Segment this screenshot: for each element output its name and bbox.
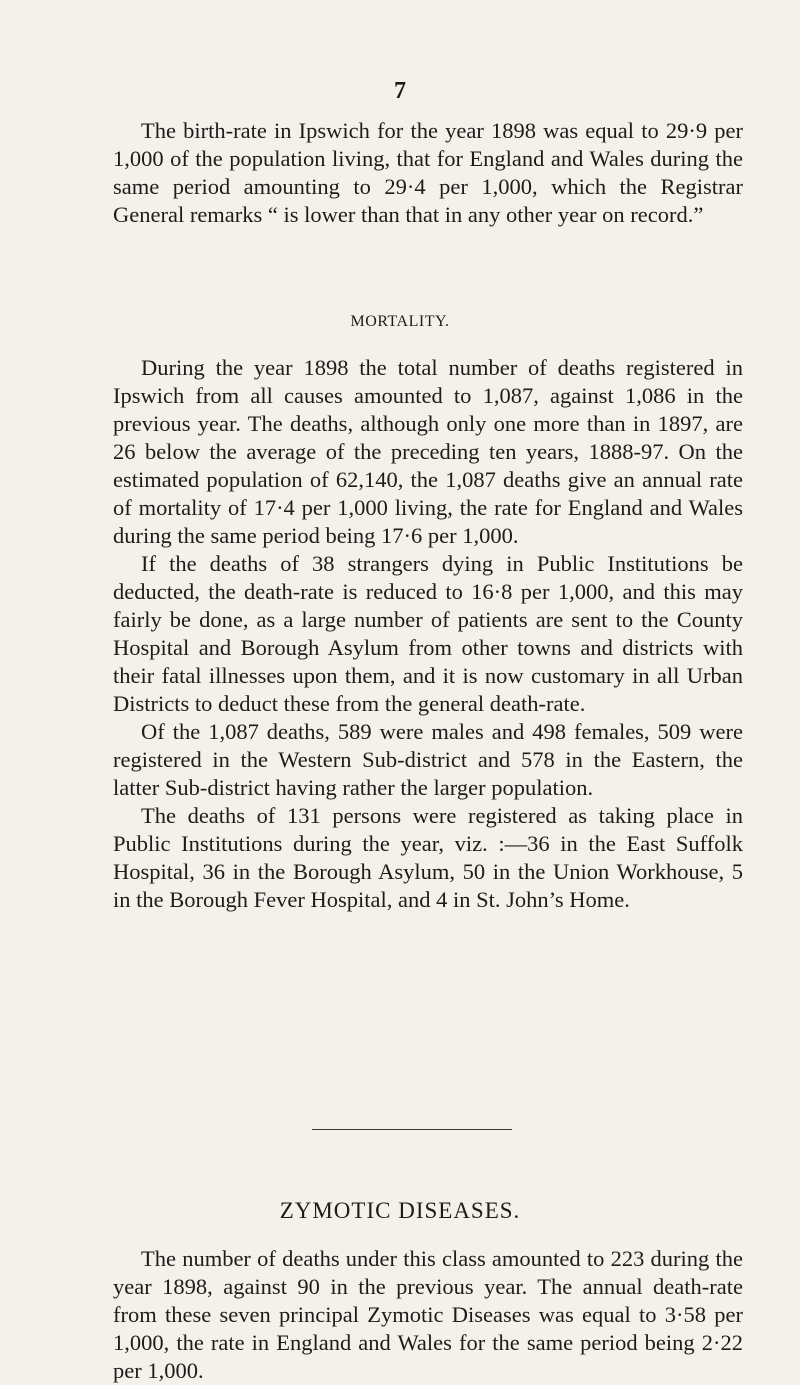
- mortality-paragraph-4: The deaths of 131 persons were registered as taking place in Public Institutions during the year, viz. :—36 in the East Suffolk Hospital, 36 in the Borough Asylum, 50 in the Union Workhouse, 5 in the Borough Fever Hospital, and 4 in St. John’s Home.: [113, 803, 743, 912]
- intro-section: [113, 117, 743, 229]
- mortality-paragraph-3: Of the 1,087 deaths, 589 were males and 498 females, 509 were registered in the Western Sub-district and 578 in the Eastern, the latter Sub-district having rather the larger population.: [113, 719, 743, 800]
- mortality-heading: MORTALITY.: [350, 313, 450, 330]
- mortality-section: [113, 354, 743, 914]
- intro-paragraph: The birth-rate in Ipswich for the year 1898 was equal to 29·9 per 1,000 of the population living, that for England and Wales during the same period amounting to 29·4 per 1,000, which the Registrar General remarks “ is lower than that in any other year on record.”: [113, 118, 743, 227]
- mortality-paragraph-2: If the deaths of 38 strangers dying in Public Institutions be deducted, the death-rate is reduced to 16·8 per 1,000, and this may fairly be done, as a large number of patients are sent to the County Hospital and Borough Asylum from other towns and districts with their fatal illnesses upon them, and it is now customary in all Urban Districts to deduct these from the general death-rate.: [113, 551, 743, 716]
- zymotic-heading: ZYMOTIC DISEASES.: [279, 1198, 521, 1223]
- zymotic-section: [113, 1245, 743, 1385]
- section-divider: [312, 1129, 512, 1130]
- mortality-paragraph-1: During the year 1898 the total number of deaths registered in Ipswich from all causes amounted to 1,087, against 1,086 in the previous year. The deaths, although only one more than in 1897, are 26 below the average of the preceding ten years, 1888-97. On the estimated population of 62,140, the 1,087 deaths give an annual rate of mortality of 17·4 per 1,000 living, the rate for England and Wales during the same period being 17·6 per 1,000.: [113, 355, 743, 548]
- zymotic-paragraph: The number of deaths under this class amounted to 223 during the year 1898, against 90 in the previous year. The annual death-rate from these seven principal Zymotic Diseases was equal to 3·58 per 1,000, the rate in England and Wales for the same period being 2·22 per 1,000.: [113, 1246, 743, 1383]
- page-number: 7: [394, 78, 406, 104]
